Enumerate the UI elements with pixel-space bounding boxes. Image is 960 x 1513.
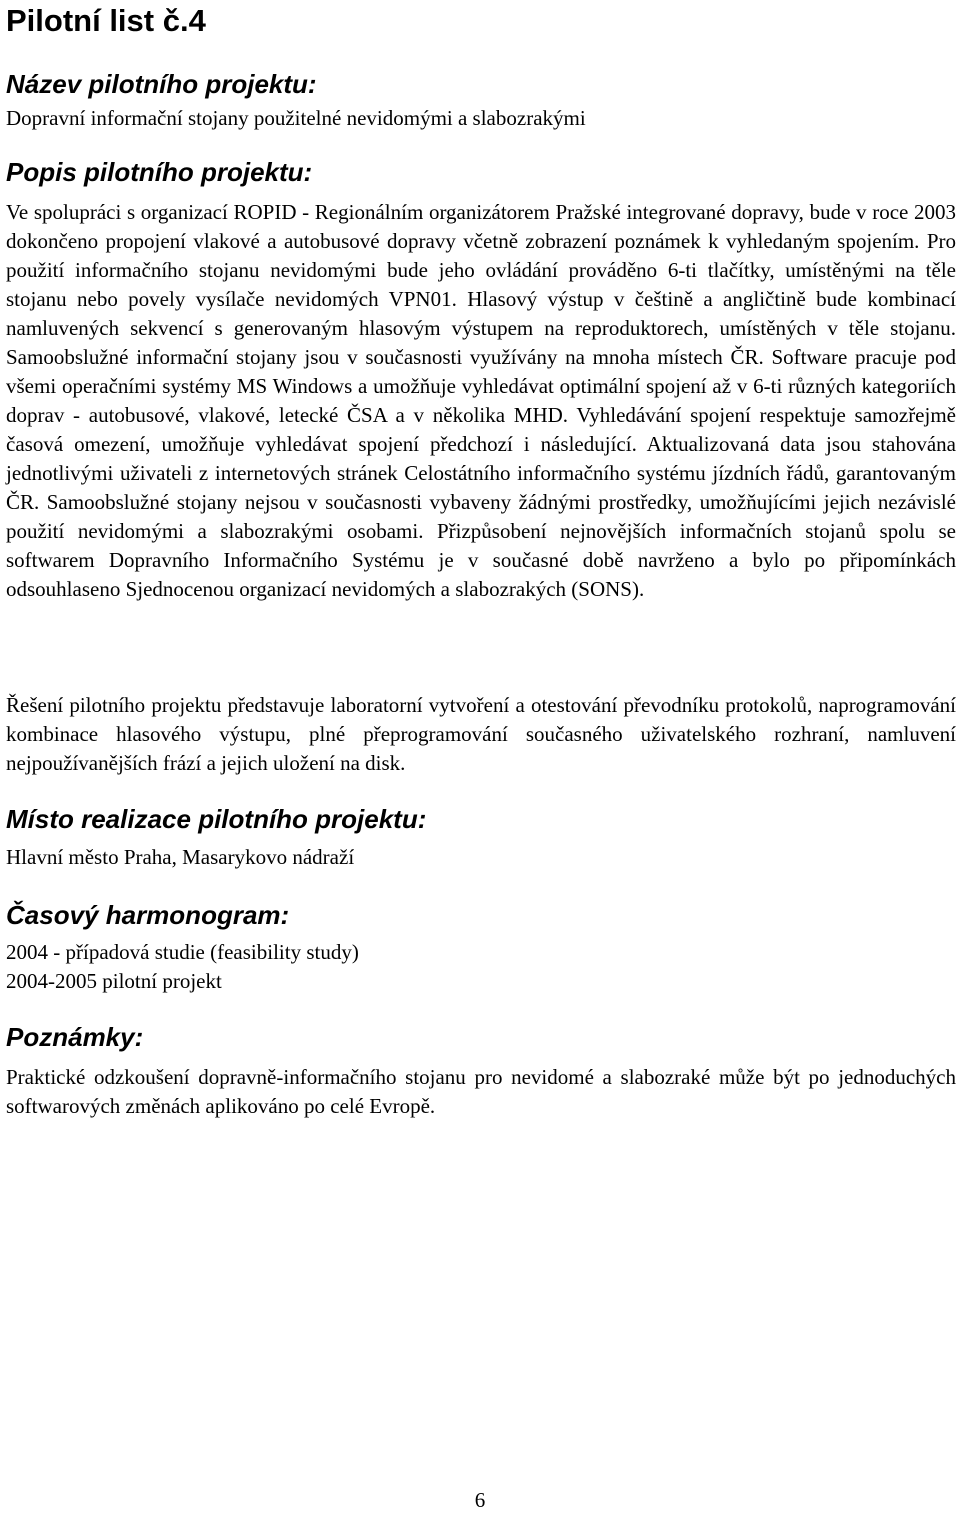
project-name-text: Dopravní informační stojany použitelné nevidomými a slabozrakými [6, 106, 586, 130]
location-text: Hlavní město Praha, Masarykovo nádraží [6, 845, 355, 869]
location-heading: Místo realizace pilotního projektu: [6, 804, 427, 834]
project-name-heading: Název pilotního projektu: [6, 69, 317, 99]
page-number: 6 [474, 1488, 486, 1512]
project-description-text-2: Řešení pilotního projektu představuje laboratorní vytvoření a otestování převodníku protokolů, naprogramování kombinace hlasového výstupu, plné přeprogramování současného uživatelského rozhraní, namluvení nejpoužívanějších frází a jejich uložení na disk. [6, 693, 956, 775]
schedule-line-2: 2004-2005 pilotní projekt [6, 969, 222, 993]
schedule-heading: Časový harmonogram: [6, 900, 290, 930]
notes-text: Praktické odzkoušení dopravně-informačního stojanu pro nevidomé a slabozraké může být po jednoduchých softwarových změnách aplikováno po celé Evropě. [6, 1065, 956, 1118]
project-description-text: Ve spolupráci s organizací ROPID - Regionálním organizátorem Pražské integrované dopravy, bude v roce 2003 dokončeno propojení vlakové a autobusové dopravy včetně zobrazení poznámek k vyhledaným spojením. Pro použití informačního stojanu nevidomými bude jeho ovládání prováděno 6-ti tlačítky, umístěnými na těle stojanu nebo povely vysílače nevidomých VPN01. Hlasový výstup v češtině a angličtině bude kombinací namluvených sekvencí s generovaným hlasovým výstupem na reproduktorech, umístěných v těle stojanu. Samoobslužné informační stojany jsou v současnosti využívány na mnoha místech ČR. Software pracuje pod všemi operačními systémy MS Windows a umožňuje vyhledávat optimální spojení až v 6-ti různých kategoriích doprav - autobusové, vlakové, letecké ČSA a v několika MHD. Vyhledávání spojení respektuje samozřejmě časová omezení, umožňuje vyhledávat spojení předchozí i následující. Aktualizovaná data jsou stahována jednotlivými uživateli z internetových stránek Celostátního informačního systému jízdních řádů, garantovaným ČR. Samoobslužné stojany nejsou v současnosti vybaveny žádnými prostředky, umožňujícími jejich nezávislé použití nevidomými a slabozrakými osobami. Přizpůsobení nejnovějších informačních stojanů spolu se softwarem Dopravního Informačního Systému je v současné době navrženo a bylo po připomínkách odsouhlaseno Sjednocenou organizací nevidomých a slabozrakých (SONS). [6, 200, 956, 601]
page-title: Pilotní list č.4 [6, 3, 206, 38]
schedule-line-1: 2004 - případová studie (feasibility study) [6, 940, 359, 964]
project-description-heading: Popis pilotního projektu: [6, 157, 313, 187]
notes-heading: Poznámky: [6, 1022, 144, 1052]
